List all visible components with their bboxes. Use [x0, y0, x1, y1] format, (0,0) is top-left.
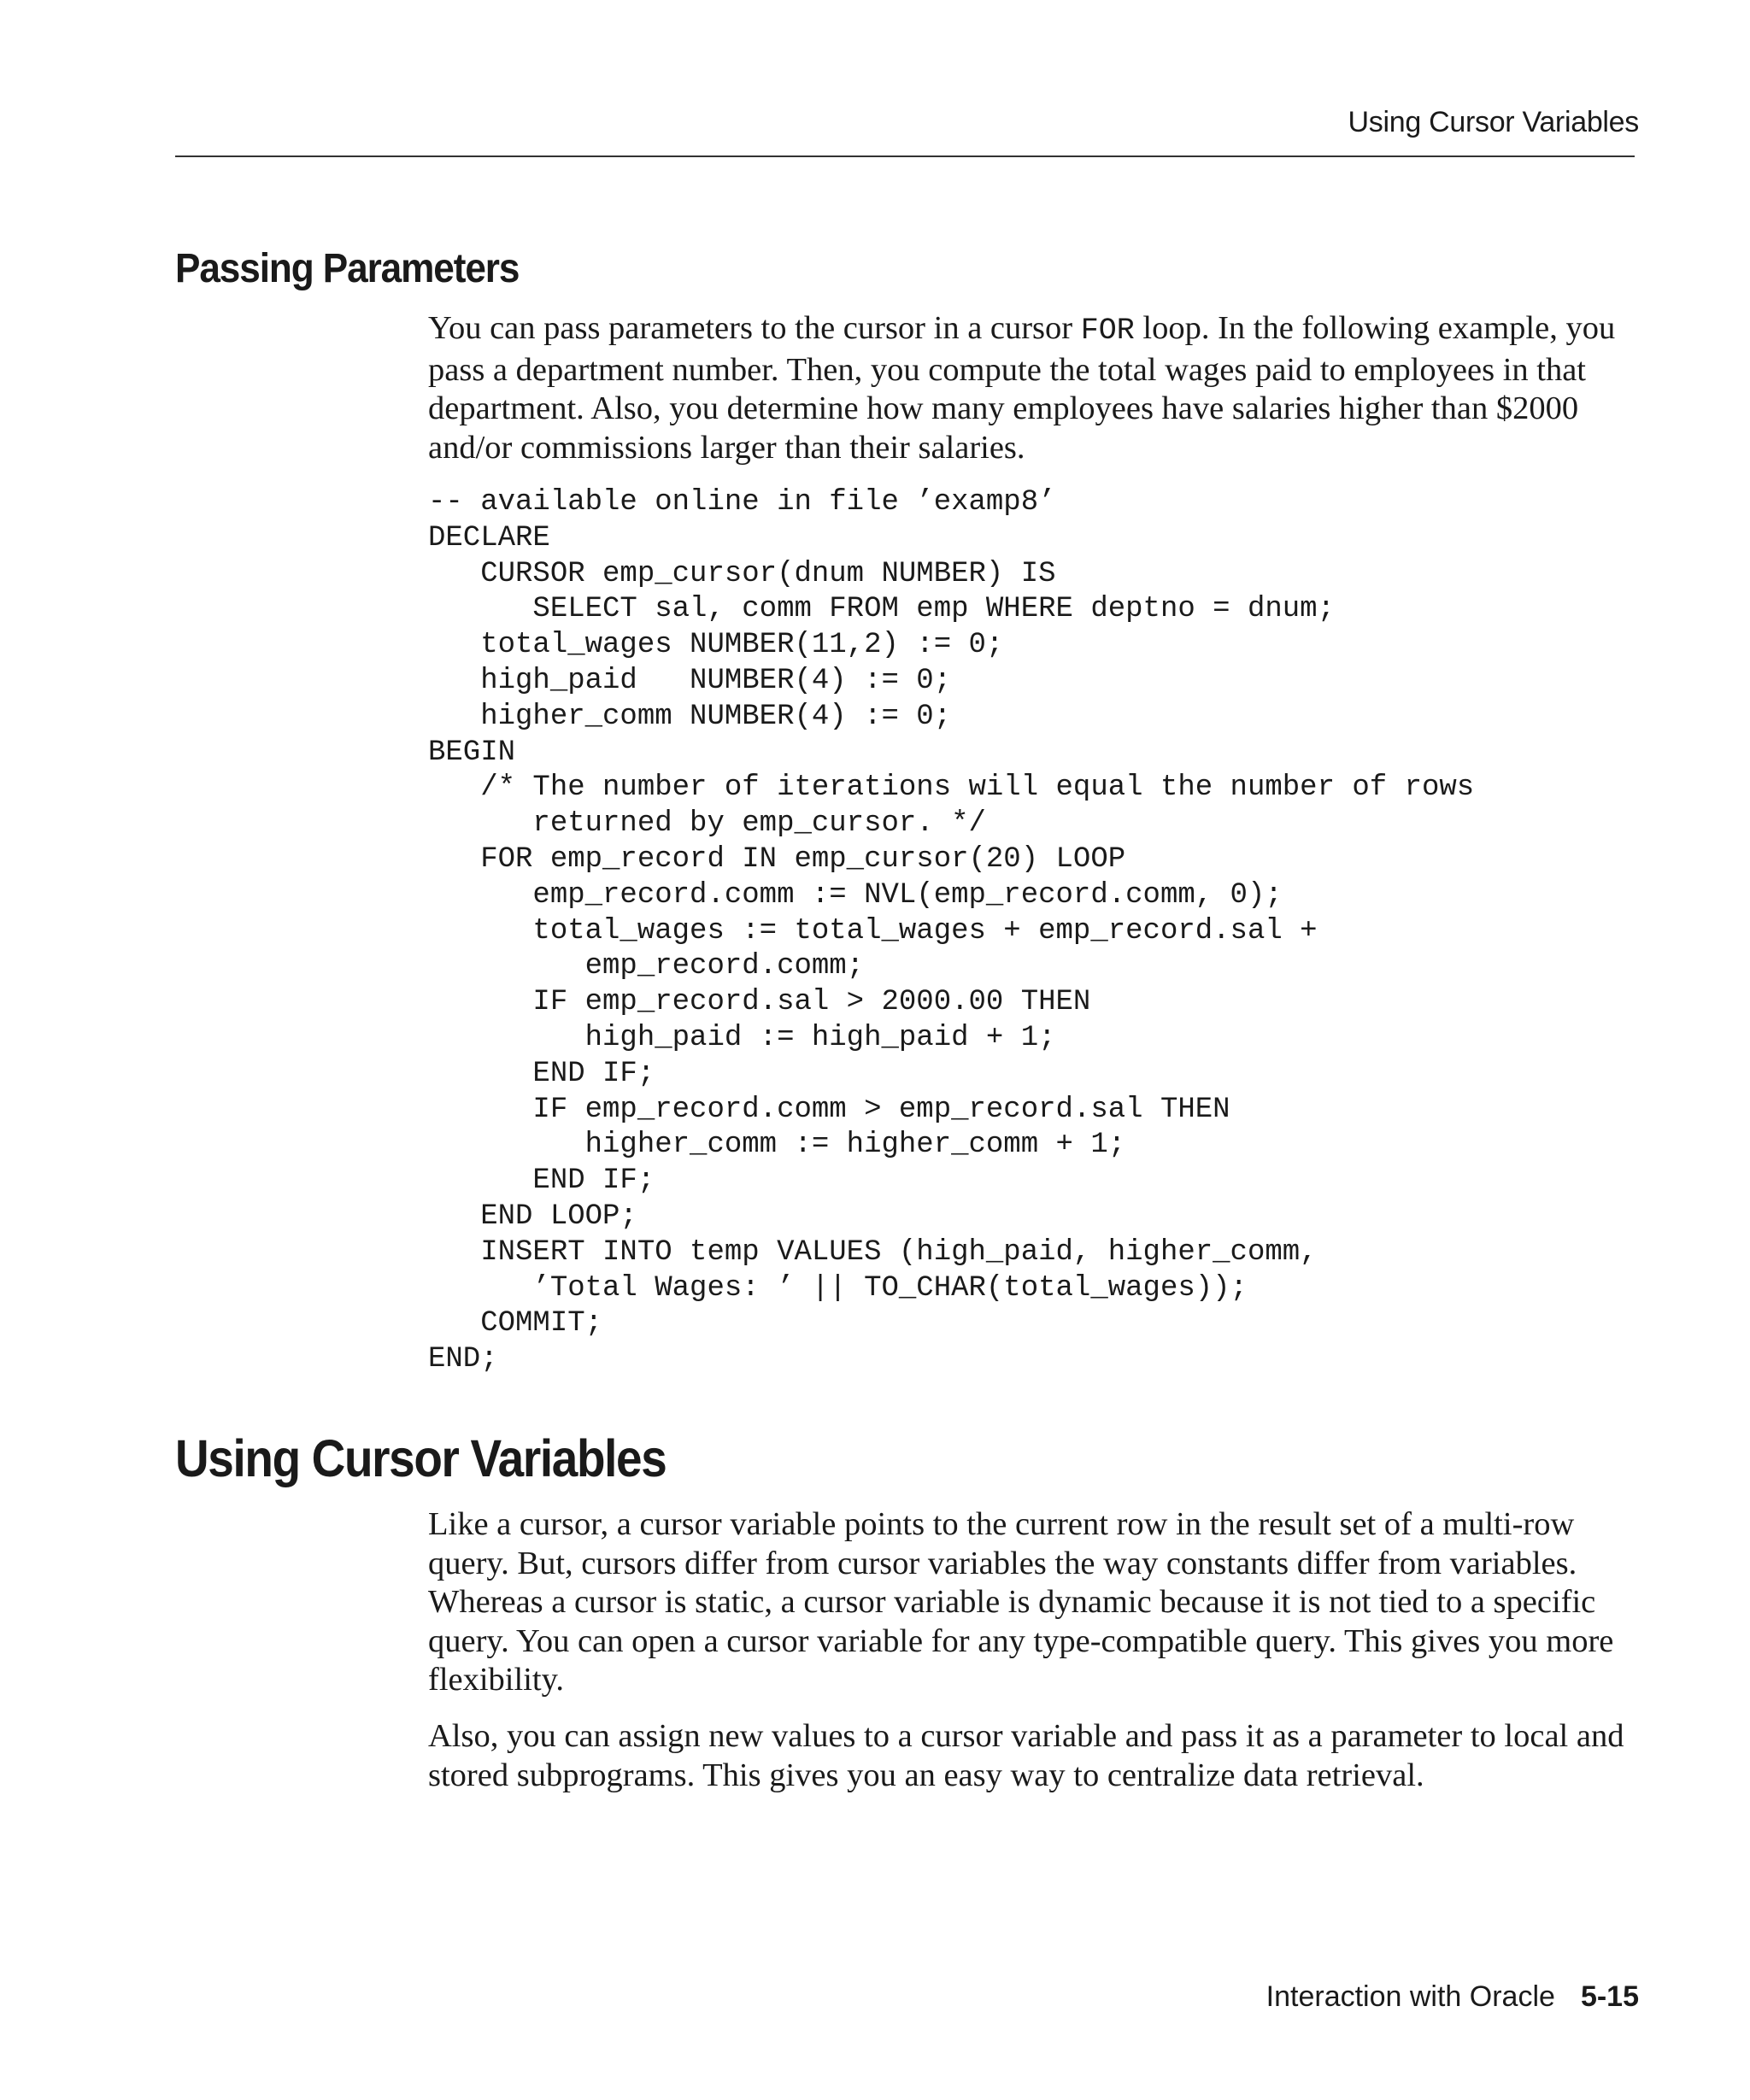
- code-line: -- available online in file ’examp8’: [428, 486, 1056, 519]
- code-line: BEGIN: [428, 736, 516, 769]
- code-line: high_paid NUMBER(4) := 0;: [428, 664, 952, 697]
- page-footer: [1266, 1980, 1639, 2014]
- code-line: SELECT sal, comm FROM emp WHERE deptno = dnum;: [428, 593, 1335, 626]
- code-line: ’Total Wages: ’ || TO_CHAR(total_wages));: [428, 1271, 1248, 1305]
- code-line: IF emp_record.sal > 2000.00 THEN: [428, 986, 1091, 1019]
- paragraph-text-after: loop. In the following example, you pass a department number. Then, you compute the total wages paid to employees in that department. Also, you determine how many employees have salaries higher than $2000 and/or commissions larger than their salaries.: [428, 310, 1616, 466]
- cursor-variables-paragraph-2: Also, you can assign new values to a cursor variable and pass it as a parameter to local and stored subprograms. This gives you an easy way to centralize data retrieval.: [428, 1718, 1624, 1793]
- code-line: returned by emp_cursor. */: [428, 807, 986, 841]
- section-heading-passing-parameters: Passing Parameters: [175, 246, 520, 291]
- running-header-title: Using Cursor Variables: [1348, 106, 1639, 138]
- cursor-variables-paragraph-1: Like a cursor, a cursor variable points to the current row in the result set of a multi-row query. But, cursors differ from cursor variables the way constants differ from variables. Whereas a cursor is static, a cursor variable is dynamic because it is not tied to a specific query. You can open a cursor variable for any type-compatible query. This gives you more flexibility.: [428, 1506, 1614, 1698]
- code-line: INSERT INTO temp VALUES (high_paid, higher_comm,: [428, 1235, 1318, 1269]
- code-line: END;: [428, 1343, 498, 1376]
- code-line: total_wages NUMBER(11,2) := 0;: [428, 629, 1004, 662]
- code-line: IF emp_record.comm > emp_record.sal THEN: [428, 1093, 1230, 1126]
- passing-parameters-paragraph: [428, 309, 1650, 467]
- code-line: higher_comm NUMBER(4) := 0;: [428, 700, 952, 733]
- code-line: high_paid := high_paid + 1;: [428, 1021, 1056, 1054]
- code-line: DECLARE: [428, 521, 550, 554]
- header-divider: [175, 155, 1635, 157]
- code-line: COMMIT;: [428, 1307, 603, 1340]
- code-line: END LOOP;: [428, 1200, 637, 1233]
- code-example-block: [428, 485, 1474, 1378]
- code-line: emp_record.comm := NVL(emp_record.comm, 0);: [428, 878, 1283, 912]
- code-line: /* The number of iterations will equal the number of rows: [428, 771, 1475, 805]
- code-line: CURSOR emp_cursor(dnum NUMBER) IS: [428, 557, 1056, 590]
- code-line: END IF;: [428, 1164, 655, 1198]
- code-line: END IF;: [428, 1057, 655, 1090]
- footer-chapter-title: Interaction with Oracle: [1266, 1980, 1555, 2013]
- paragraph-text-before: You can pass parameters to the cursor in a cursor: [428, 310, 1081, 346]
- code-line: FOR emp_record IN emp_cursor(20) LOOP: [428, 842, 1126, 876]
- code-line: emp_record.comm;: [428, 950, 865, 983]
- inline-code-for: FOR: [1080, 314, 1135, 348]
- code-line: total_wages := total_wages + emp_record.sal +: [428, 914, 1318, 947]
- page-number: 5-15: [1580, 1980, 1639, 2013]
- section-heading-using-cursor-variables: Using Cursor Variables: [175, 1429, 667, 1487]
- code-line: higher_comm := higher_comm + 1;: [428, 1129, 1126, 1162]
